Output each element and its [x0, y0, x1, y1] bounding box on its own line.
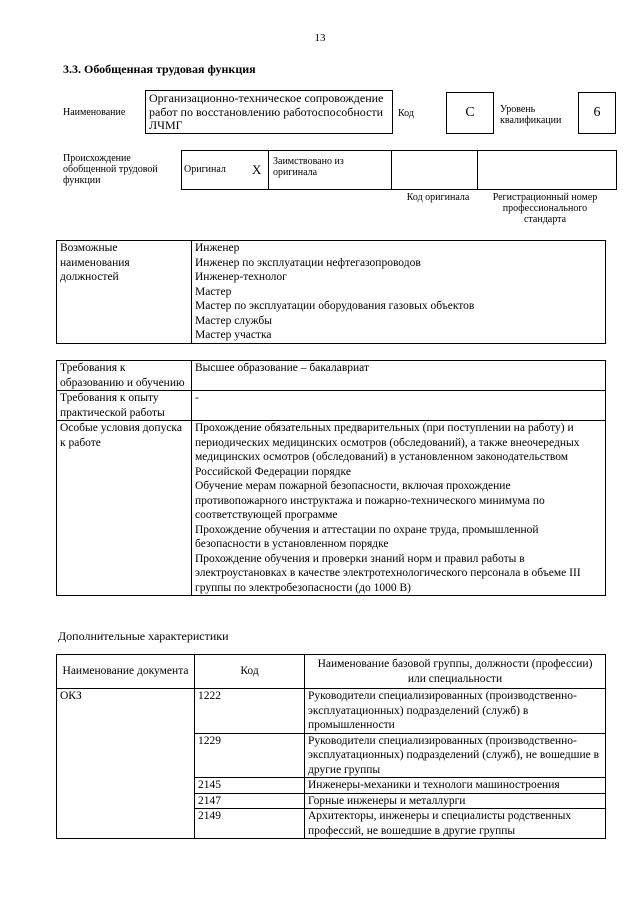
requirements-table	[56, 360, 606, 596]
requirement-line: -	[195, 392, 199, 404]
requirement-label: Требования к образованию и обучению	[57, 361, 192, 391]
table-header-row	[57, 655, 606, 689]
position-item: Мастер	[195, 285, 232, 298]
level-label: Уровень квалификации	[500, 104, 562, 126]
position-item: Мастер службы	[195, 314, 273, 327]
requirement-value	[192, 421, 606, 596]
requirement-line: Прохождение обучения и аттестации по охране труда, промышленной безопасности в установленном порядке	[195, 523, 539, 550]
requirement-label: Требования к опыту практической работы	[57, 391, 192, 421]
origin-divider	[268, 151, 269, 189]
name-cell: Руководители специализированных (производственно-эксплуатационных) подразделений (служб), не вошедшие в другие группы	[305, 733, 606, 778]
code-cell: 2147	[195, 793, 305, 809]
column-header: Код	[195, 655, 305, 689]
borrowed-label: Заимствовано из оригинала	[273, 156, 344, 178]
code-value: C	[446, 92, 494, 134]
table-row	[57, 421, 606, 596]
name-cell: Архитекторы, инженеры и специалисты родственных профессий, не вошедшие в другие группы	[305, 809, 606, 839]
position-item: Инженер по эксплуатации нефтегазопроводов	[195, 256, 421, 269]
table-row	[57, 391, 606, 421]
origin-label: Происхождение обобщенной трудовой функции	[63, 153, 158, 186]
section-title: 3.3. Обобщенная трудовая функция	[63, 62, 256, 76]
position-item: Инженер	[195, 242, 240, 254]
requirement-value	[192, 391, 606, 421]
column-header: Наименование базовой группы, должности (профессии) или специальности	[305, 655, 606, 689]
position-item: Инженер-технолог	[195, 271, 287, 283]
level-value: 6	[578, 92, 616, 134]
requirement-line: Прохождение обучения и проверки знаний норм и правил работы в электроустановках в качестве электротехнологического персонала в объеме III группы по электробезопасности (до 1000 В)	[195, 552, 581, 594]
code-cell: 1229	[195, 733, 305, 778]
position-item: Мастер участка	[195, 329, 272, 341]
requirement-line: Прохождение обязательных предварительных (при поступлении на работу) и периодических медицинских осмотров (обследований), а также внеочередных медицинских осмотров (обследований) в установленном законодательством Российской Федерации порядке	[195, 422, 580, 478]
reg-number-caption: Регистрационный номер профессионального стандарта	[492, 192, 598, 225]
table-row	[57, 689, 606, 734]
page-number: 13	[314, 32, 326, 44]
requirement-value	[192, 361, 606, 391]
name-cell: Горные инженеры и металлурги	[305, 793, 606, 809]
function-name-value: Организационно-техническое сопровождение работ по восстановлению работоспособности ЛЧМГ	[145, 90, 393, 134]
origin-box	[181, 150, 617, 190]
code-label: Код	[398, 108, 414, 119]
origin-divider	[477, 151, 478, 189]
original-mark: X	[252, 162, 262, 177]
name-label: Наименование	[63, 107, 126, 118]
column-header: Наименование документа	[57, 655, 195, 689]
additional-title: Дополнительные характеристики	[58, 629, 229, 643]
code-cell: 2149	[195, 809, 305, 839]
original-label: Оригинал	[184, 164, 226, 175]
code-cell: 2145	[195, 778, 305, 794]
requirement-label: Особые условия допуска к работе	[57, 421, 192, 596]
doc-cell: ОКЗ	[57, 689, 195, 839]
code-cell: 1222	[195, 689, 305, 734]
requirement-line: Обучение мерам пожарной безопасности, включая прохождение противопожарного инструктажа и пожарно-технического минимума по соответствующей программе	[195, 480, 545, 521]
positions-table	[56, 240, 606, 344]
name-cell: Руководители специализированных (производственно-эксплуатационных) подразделений (служб) в промышленности	[305, 689, 606, 734]
additional-table	[56, 654, 606, 839]
requirement-line: Высшее образование – бакалавриат	[195, 362, 369, 374]
positions-label: Возможные наименования должностей	[57, 241, 192, 344]
name-cell: Инженеры-механики и технологи машиностроения	[305, 778, 606, 794]
position-item: Мастер по эксплуатации оборудования газовых объектов	[195, 300, 475, 312]
positions-list	[192, 241, 606, 344]
origin-divider	[391, 151, 392, 189]
code-original-caption: Код оригинала	[406, 192, 470, 203]
table-row	[57, 361, 606, 391]
